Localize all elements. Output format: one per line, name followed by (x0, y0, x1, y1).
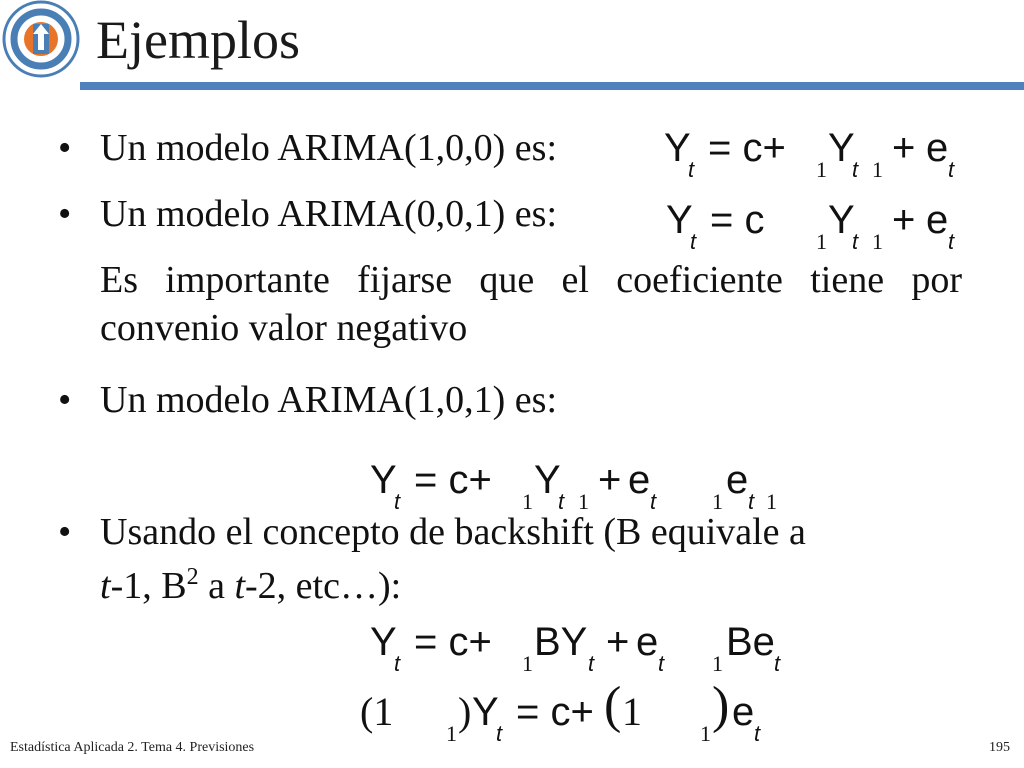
university-seal-icon (2, 0, 80, 78)
note-paragraph: Es importante fijarse que el coeficiente tiene por convenio valor negativo (100, 259, 962, 349)
equation-arima-101: Y t = c+ 1 Y t 1 + e t 1 e t 1 (370, 458, 777, 514)
bullet-mark: • (58, 511, 72, 553)
bullet-backshift-line2: t-1, $B^2$ a t-2, etc…): (100, 564, 402, 607)
bullet-arima-101: Un modelo ARIMA(1,0,1) es: (100, 379, 558, 421)
equation-arima-001: Y t = c 1 Y t 1 + e t (666, 198, 955, 254)
bullet-arima-100: Un modelo ARIMA(1,0,0) es: (100, 127, 558, 169)
bullet-mark: • (58, 127, 72, 169)
equation-backshift: Y t = c+ 1 BY t + e t 1 Be t (370, 620, 781, 676)
page-title: Ejemplos (96, 10, 300, 70)
bullet-mark: • (58, 379, 72, 421)
title-divider (80, 82, 1024, 90)
equation-arima-100: Y t = c+ 1 Y t 1 + e t (664, 126, 955, 182)
bullet-arima-001: Un modelo ARIMA(0,0,1) es: (100, 193, 558, 235)
bullet-backshift: Usando el concepto de backshift (B equivale a (100, 511, 806, 553)
bullet-mark: • (58, 193, 72, 235)
equation-factored: (1 1 ) Y t = c+ ( 1 1 ) e t (360, 677, 761, 746)
footer-course-label: Estadística Aplicada 2. Tema 4. Previsiones (10, 740, 255, 755)
page-number: 195 (989, 740, 1010, 755)
